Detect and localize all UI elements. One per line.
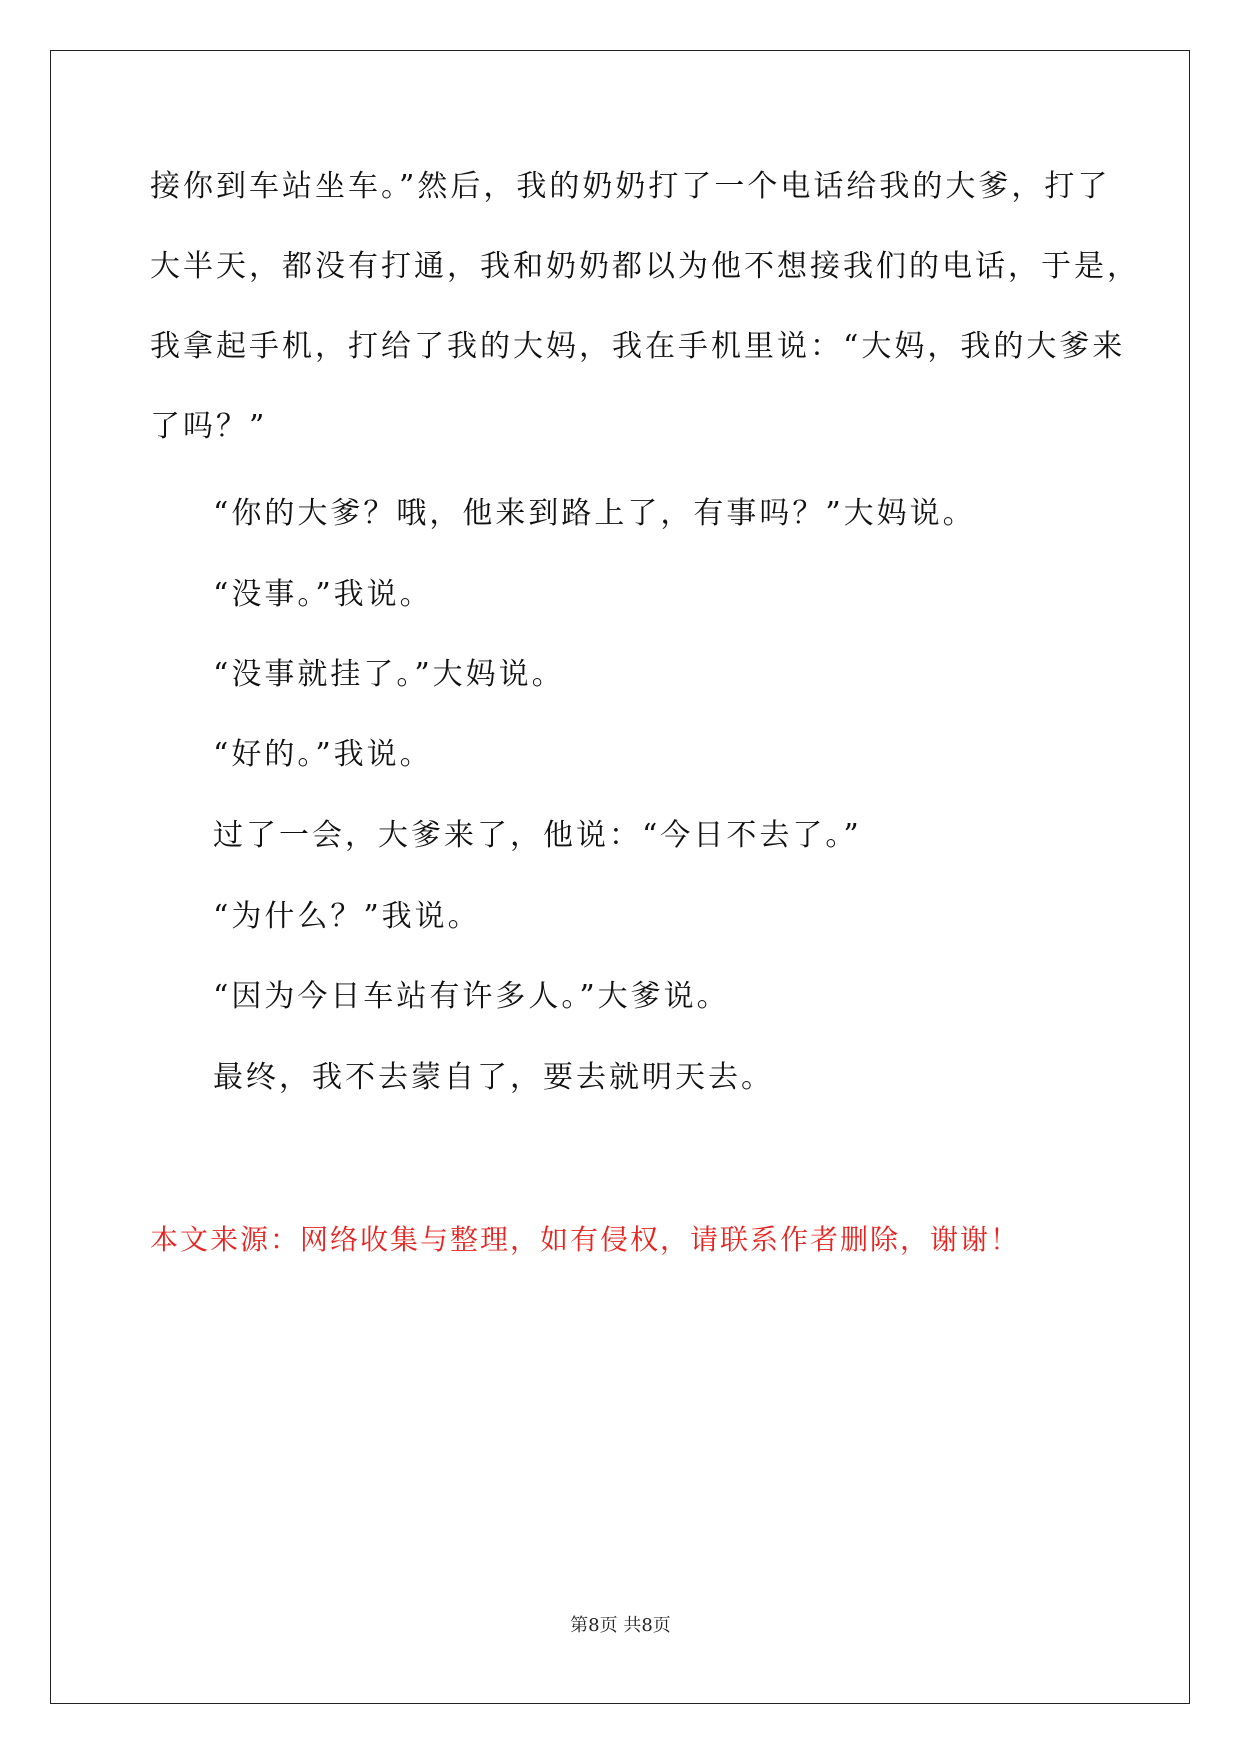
dialogue-line-8: 最终，我不去蒙自了，要去就明天去。 <box>213 1060 774 1095</box>
paragraph-line-2: 大半天，都没有打通，我和奶奶都以为他不想接我们的电话，于是， <box>150 249 1140 284</box>
dialogue-line-2: “没事。”我说。 <box>213 577 433 612</box>
dialogue-line-1: “你的大爹？哦，他来到路上了，有事吗？”大妈说。 <box>213 496 976 531</box>
paragraph-line-3: 我拿起手机，打给了我的大妈，我在手机里说：“大妈，我的大爹来 <box>150 329 1126 364</box>
paragraph-line-4: 了吗？” <box>150 409 268 444</box>
dialogue-line-5: 过了一会，大爹来了，他说：“今日不去了。” <box>213 818 862 853</box>
dialogue-line-7: “因为今日车站有许多人。”大爹说。 <box>213 979 730 1014</box>
source-notice: 本文来源：网络收集与整理，如有侵权，请联系作者删除，谢谢！ <box>150 1223 1021 1256</box>
page-number: 第8页 共8页 <box>570 1615 671 1636</box>
paragraph-line-1: 接你到车站坐车。”然后，我的奶奶打了一个电话给我的大爹，打了 <box>150 169 1111 204</box>
page-border <box>50 50 1190 1704</box>
dialogue-line-6: “为什么？”我说。 <box>213 899 481 934</box>
dialogue-line-3: “没事就挂了。”大妈说。 <box>213 657 565 692</box>
dialogue-line-4: “好的。”我说。 <box>213 737 433 772</box>
